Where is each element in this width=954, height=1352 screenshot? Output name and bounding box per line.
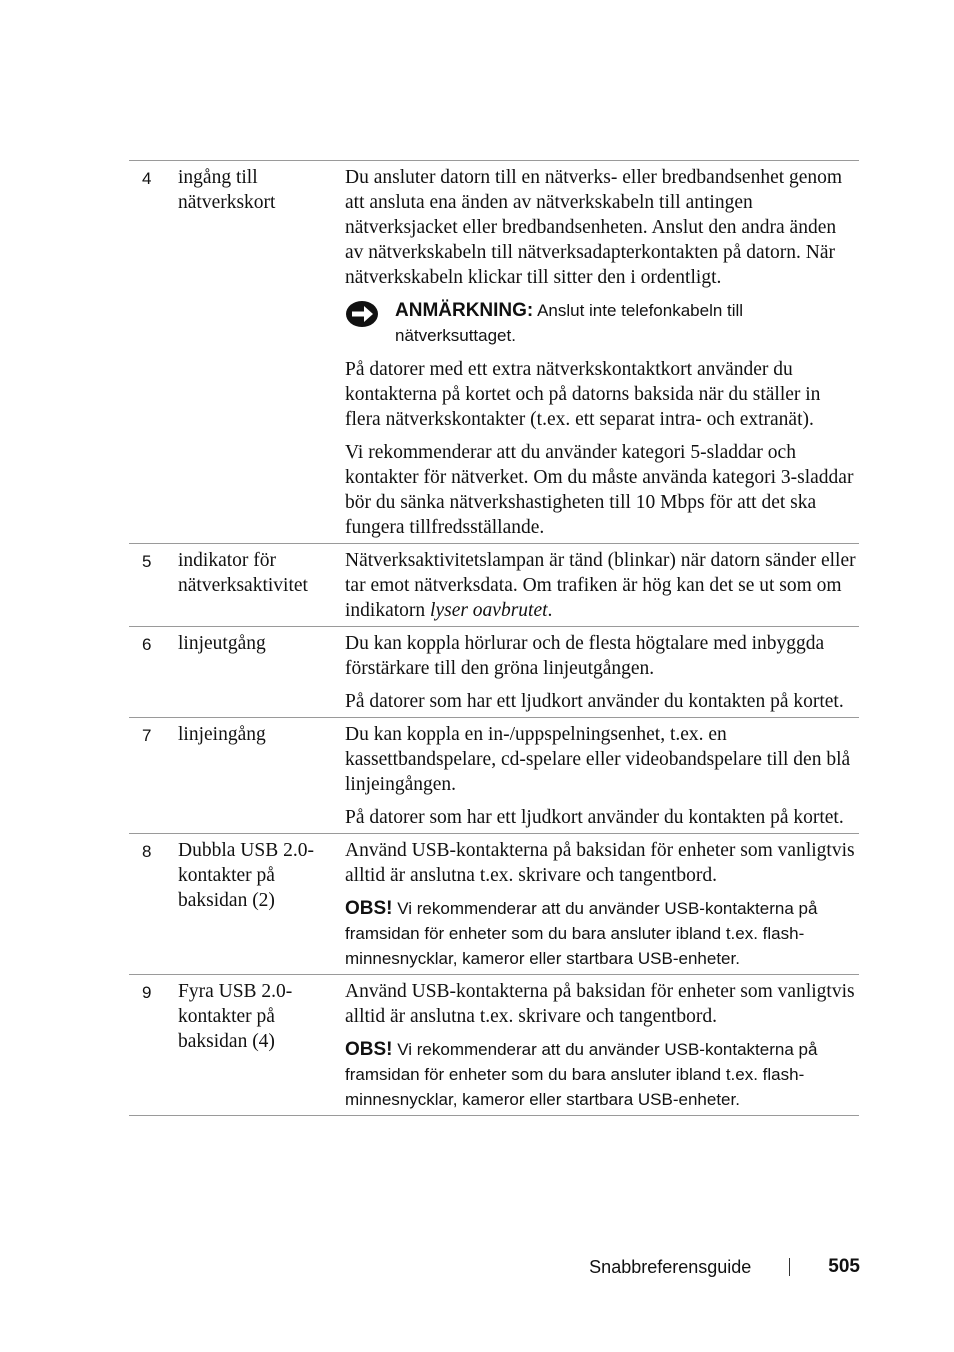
item-number: 8: [142, 842, 152, 861]
obs-note: [345, 1037, 859, 1112]
description-paragraph: Använd USB-kontakterna på baksidan för enheter som vanligtvis alltid är anslutna t.ex. skrivare och tangentbord.: [345, 981, 855, 1027]
obs-label: OBS!: [345, 1039, 393, 1060]
item-label: Fyra USB 2.0-kontakter på baksidan (4): [178, 981, 293, 1052]
item-number: 7: [142, 726, 152, 745]
obs-text: Vi rekommenderar att du använder USB-kontakterna på framsidan för enheter som du bara ansluter ibland t.ex. flash-minnesnycklar, kameror eller startbara USB-enheter.: [345, 899, 818, 968]
description-paragraph: Vi rekommenderar att du använder kategori 5-sladdar och kontakter för nätverket. Om du måste använda kategori 3-sladdar bör du sänka nätverkshastigheten till 10 Mbps för att det ska fungera tillfredsställande.: [345, 442, 854, 538]
page-number: 505: [828, 1256, 860, 1277]
item-label: ingång till nätverkskort: [178, 167, 276, 213]
description-text: Nätverksaktivitetslampan är tänd (blinkar) när datorn sänder eller tar emot nätverksdata. Om trafiken är hög kan det se ut som om indikatorn: [345, 550, 856, 621]
notice-box: [345, 298, 859, 348]
notice-body: Anslut inte telefonkabeln till nätverksuttaget.: [395, 301, 744, 345]
notice-text: [395, 298, 859, 348]
item-description: [345, 979, 859, 1112]
table-row: [129, 975, 859, 1116]
item-label: Dubbla USB 2.0-kontakter på baksidan (2): [178, 840, 314, 911]
table-row: [129, 161, 859, 544]
item-description: [345, 548, 859, 623]
item-number: 9: [142, 983, 152, 1002]
item-label: indikator för nätverksaktivitet: [178, 550, 308, 596]
footer-divider: [789, 1258, 790, 1276]
description-text-end: .: [547, 600, 553, 621]
item-label: linjeingång: [178, 724, 266, 745]
description-paragraph: Du ansluter datorn till en nätverks- eller bredbandsenhet genom att ansluta ena änden av nätverkskabeln till antingen nätverksjacket eller bredbandsenheten. Anslut den andra änden av nätverkskabeln till nätverksadapterkontakten på datorn. När nätverkskabeln klickar till sitter den i ordentligt.: [345, 167, 843, 288]
item-number: 5: [142, 552, 152, 571]
description-emphasis: lyser oavbrutet: [430, 600, 548, 621]
arrow-right-circle-icon: [345, 298, 395, 335]
table-row: [129, 834, 859, 975]
item-number: 4: [142, 169, 152, 188]
table-row: [129, 718, 859, 834]
notice-label: ANMÄRKNING:: [395, 300, 534, 321]
description-paragraph: Du kan koppla hörlurar och de flesta högtalare med inbyggda förstärkare till den gröna linjeutgången.: [345, 633, 825, 679]
obs-text: Vi rekommenderar att du använder USB-kontakterna på framsidan för enheter som du bara ansluter ibland t.ex. flash-minnesnycklar, kameror eller startbara USB-enheter.: [345, 1040, 818, 1109]
item-description: [345, 631, 859, 714]
connector-table: [129, 160, 859, 1116]
item-description: [345, 838, 859, 971]
item-label: linjeutgång: [178, 633, 266, 654]
description-paragraph: På datorer med ett extra nätverkskontaktkort använder du kontakterna på kortet och på datorns baksida när du ställer in flera nätverkskontakter (t.ex. ett separat intra- och extranät).: [345, 359, 821, 430]
page-footer: [589, 1256, 860, 1278]
item-description: [345, 165, 859, 540]
table-row: [129, 544, 859, 627]
description-paragraph: [345, 548, 859, 623]
item-description: [345, 722, 859, 830]
description-paragraph: På datorer som har ett ljudkort använder du kontakten på kortet.: [345, 691, 844, 712]
footer-section-title: Snabbreferensguide: [589, 1256, 752, 1277]
description-paragraph: Använd USB-kontakterna på baksidan för enheter som vanligtvis alltid är anslutna t.ex. skrivare och tangentbord.: [345, 840, 855, 886]
obs-note: [345, 896, 859, 971]
item-number: 6: [142, 635, 152, 654]
table-row: [129, 627, 859, 718]
description-paragraph: Du kan koppla en in-/uppspelningsenhet, t.ex. en kassettbandspelare, cd-spelare eller videobandspelare till den blå linjeingången.: [345, 724, 851, 795]
description-paragraph: På datorer som har ett ljudkort använder du kontakten på kortet.: [345, 807, 844, 828]
obs-label: OBS!: [345, 898, 393, 919]
